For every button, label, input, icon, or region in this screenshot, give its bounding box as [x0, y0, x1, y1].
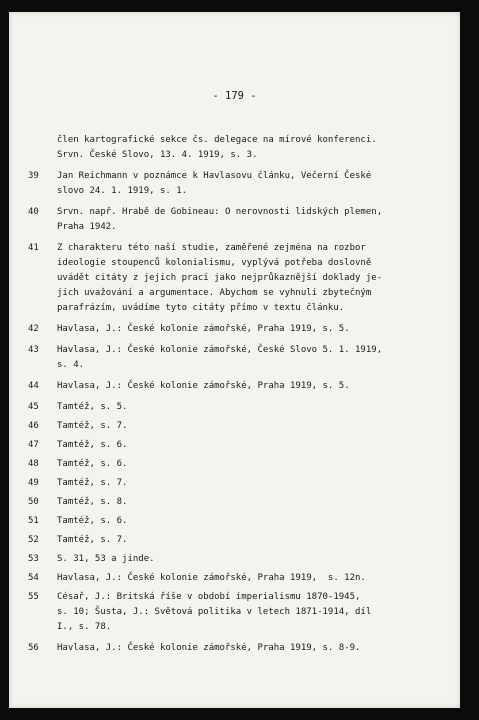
page-number: - 179 - — [212, 90, 257, 102]
footnote-list — [28, 133, 440, 656]
footnote-line: slovo 24. 1. 1919, s. 1. — [57, 186, 188, 196]
footnote-line: Tamtéž, s. 6. — [57, 459, 128, 469]
footnote-line: I., s. 78. — [57, 622, 112, 632]
footnote-number: 48 — [28, 459, 39, 469]
footnote-53 — [28, 552, 440, 567]
footnote-number: 47 — [28, 440, 39, 450]
footnote-text — [57, 476, 440, 491]
footnote-text — [57, 552, 440, 567]
footnote-line: Tamtéž, s. 7. — [57, 535, 128, 545]
footnote-text — [57, 205, 440, 235]
footnote-text — [57, 514, 440, 529]
footnote-number: 40 — [28, 207, 39, 217]
footnote-line: Tamtéž, s. 6. — [57, 440, 128, 450]
footnote-number: 42 — [28, 324, 39, 334]
footnote-line: Tamtéž, s. 6. — [57, 516, 128, 526]
footnote-text — [57, 495, 440, 510]
footnote-text — [57, 590, 440, 635]
footnote-line: Havlasa, J.: České kolonie zámořské, Praha 1919, s. 12n. — [57, 573, 366, 583]
footnote-number: 41 — [28, 243, 39, 253]
document-page — [9, 12, 460, 708]
footnote-text — [57, 419, 440, 434]
footnote-text — [57, 533, 440, 548]
footnote-line: Havlasa, J.: České kolonie zámořské, Praha 1919, s. 5. — [57, 381, 350, 391]
footnote-line: jich uvažování a argumentace. Abychom se vyhnuli zbytečným — [57, 288, 372, 298]
footnote-41 — [28, 241, 440, 316]
footnote-line: Praha 1942. — [57, 222, 117, 232]
footnote-line: Tamtéž, s. 7. — [57, 421, 128, 431]
footnote-47 — [28, 438, 440, 453]
footnote-number: 39 — [28, 171, 39, 181]
footnote-line: parafrázím, uvádíme tyto citáty přímo v textu článku. — [57, 303, 345, 313]
footnote-52 — [28, 533, 440, 548]
footnote-line: S. 31, 53 a jinde. — [57, 554, 155, 564]
footnote-number: 45 — [28, 402, 39, 412]
footnote-number: 50 — [28, 497, 39, 507]
footnote-text — [57, 169, 440, 199]
footnote-line: s. 10; Šusta, J.: Světová politika v letech 1871-1914, díl — [57, 607, 372, 617]
footnote-49 — [28, 476, 440, 491]
footnote-number: 52 — [28, 535, 39, 545]
footnote-number: 51 — [28, 516, 39, 526]
footnote-42 — [28, 322, 440, 337]
footnote-text — [57, 133, 440, 163]
footnote-text — [57, 400, 440, 415]
footnote-number: 55 — [28, 592, 39, 602]
footnote-text — [57, 379, 440, 394]
footnote-text — [57, 241, 440, 316]
footnote-number: 54 — [28, 573, 39, 583]
footnote-line: Z charakteru této naší studie, zaměřené zejména na rozbor — [57, 243, 366, 253]
footnote-line: Havlasa, J.: České kolonie zámořské, Praha 1919, s. 8-9. — [57, 643, 361, 653]
footnote-text — [57, 343, 440, 373]
footnote-number: 46 — [28, 421, 39, 431]
footnote-line: ideologie stoupenců kolonialismu, vyplývá potřeba doslovně — [57, 258, 372, 268]
footnote-text — [57, 322, 440, 337]
footnote-line: Césař, J.: Britská říše v období imperialismu 1870-1945, — [57, 592, 361, 602]
footnote-48 — [28, 457, 440, 472]
footnote-line: Srvn. např. Hrabě de Gobineau: O nerovnosti lidských plemen, — [57, 207, 383, 217]
footnote-55 — [28, 590, 440, 635]
footnote-text — [57, 571, 440, 586]
footnote-text — [57, 457, 440, 472]
footnote-continuation — [28, 133, 440, 163]
footnote-number: 56 — [28, 643, 39, 653]
footnote-line: Tamtéž, s. 7. — [57, 478, 128, 488]
footnote-54 — [28, 571, 440, 586]
footnote-56 — [28, 641, 440, 656]
footnote-51 — [28, 514, 440, 529]
footnote-text — [57, 641, 440, 656]
footnote-line: člen kartografické sekce čs. delegace na mírové konferenci. — [57, 135, 377, 145]
footnote-50 — [28, 495, 440, 510]
footnote-number: 49 — [28, 478, 39, 488]
footnote-text — [57, 438, 440, 453]
footnote-line: s. 4. — [57, 360, 85, 370]
footnote-46 — [28, 419, 440, 434]
footnote-number: 43 — [28, 345, 39, 355]
footnote-line: Havlasa, J.: České kolonie zámořské, Praha 1919, s. 5. — [57, 324, 350, 334]
footnote-43 — [28, 343, 440, 373]
footnote-line: Jan Reichmann v poznámce k Havlasovu článku, Večerní České — [57, 171, 372, 181]
footnote-39 — [28, 169, 440, 199]
footnote-line: Tamtéž, s. 8. — [57, 497, 128, 507]
footnote-number: 44 — [28, 381, 39, 391]
footnote-line: Havlasa, J.: České kolonie zámořské, České Slovo 5. 1. 1919, — [57, 345, 383, 355]
footnote-line: Tamtéž, s. 5. — [57, 402, 128, 412]
footnote-number: 53 — [28, 554, 39, 564]
footnote-45 — [28, 400, 440, 415]
footnote-line: uvádět citáty z jejich prací jako nejprůkaznější doklady je- — [57, 273, 383, 283]
footnote-44 — [28, 379, 440, 394]
footnote-line: Srvn. České Slovo, 13. 4. 1919, s. 3. — [57, 150, 258, 160]
footnote-40 — [28, 205, 440, 235]
